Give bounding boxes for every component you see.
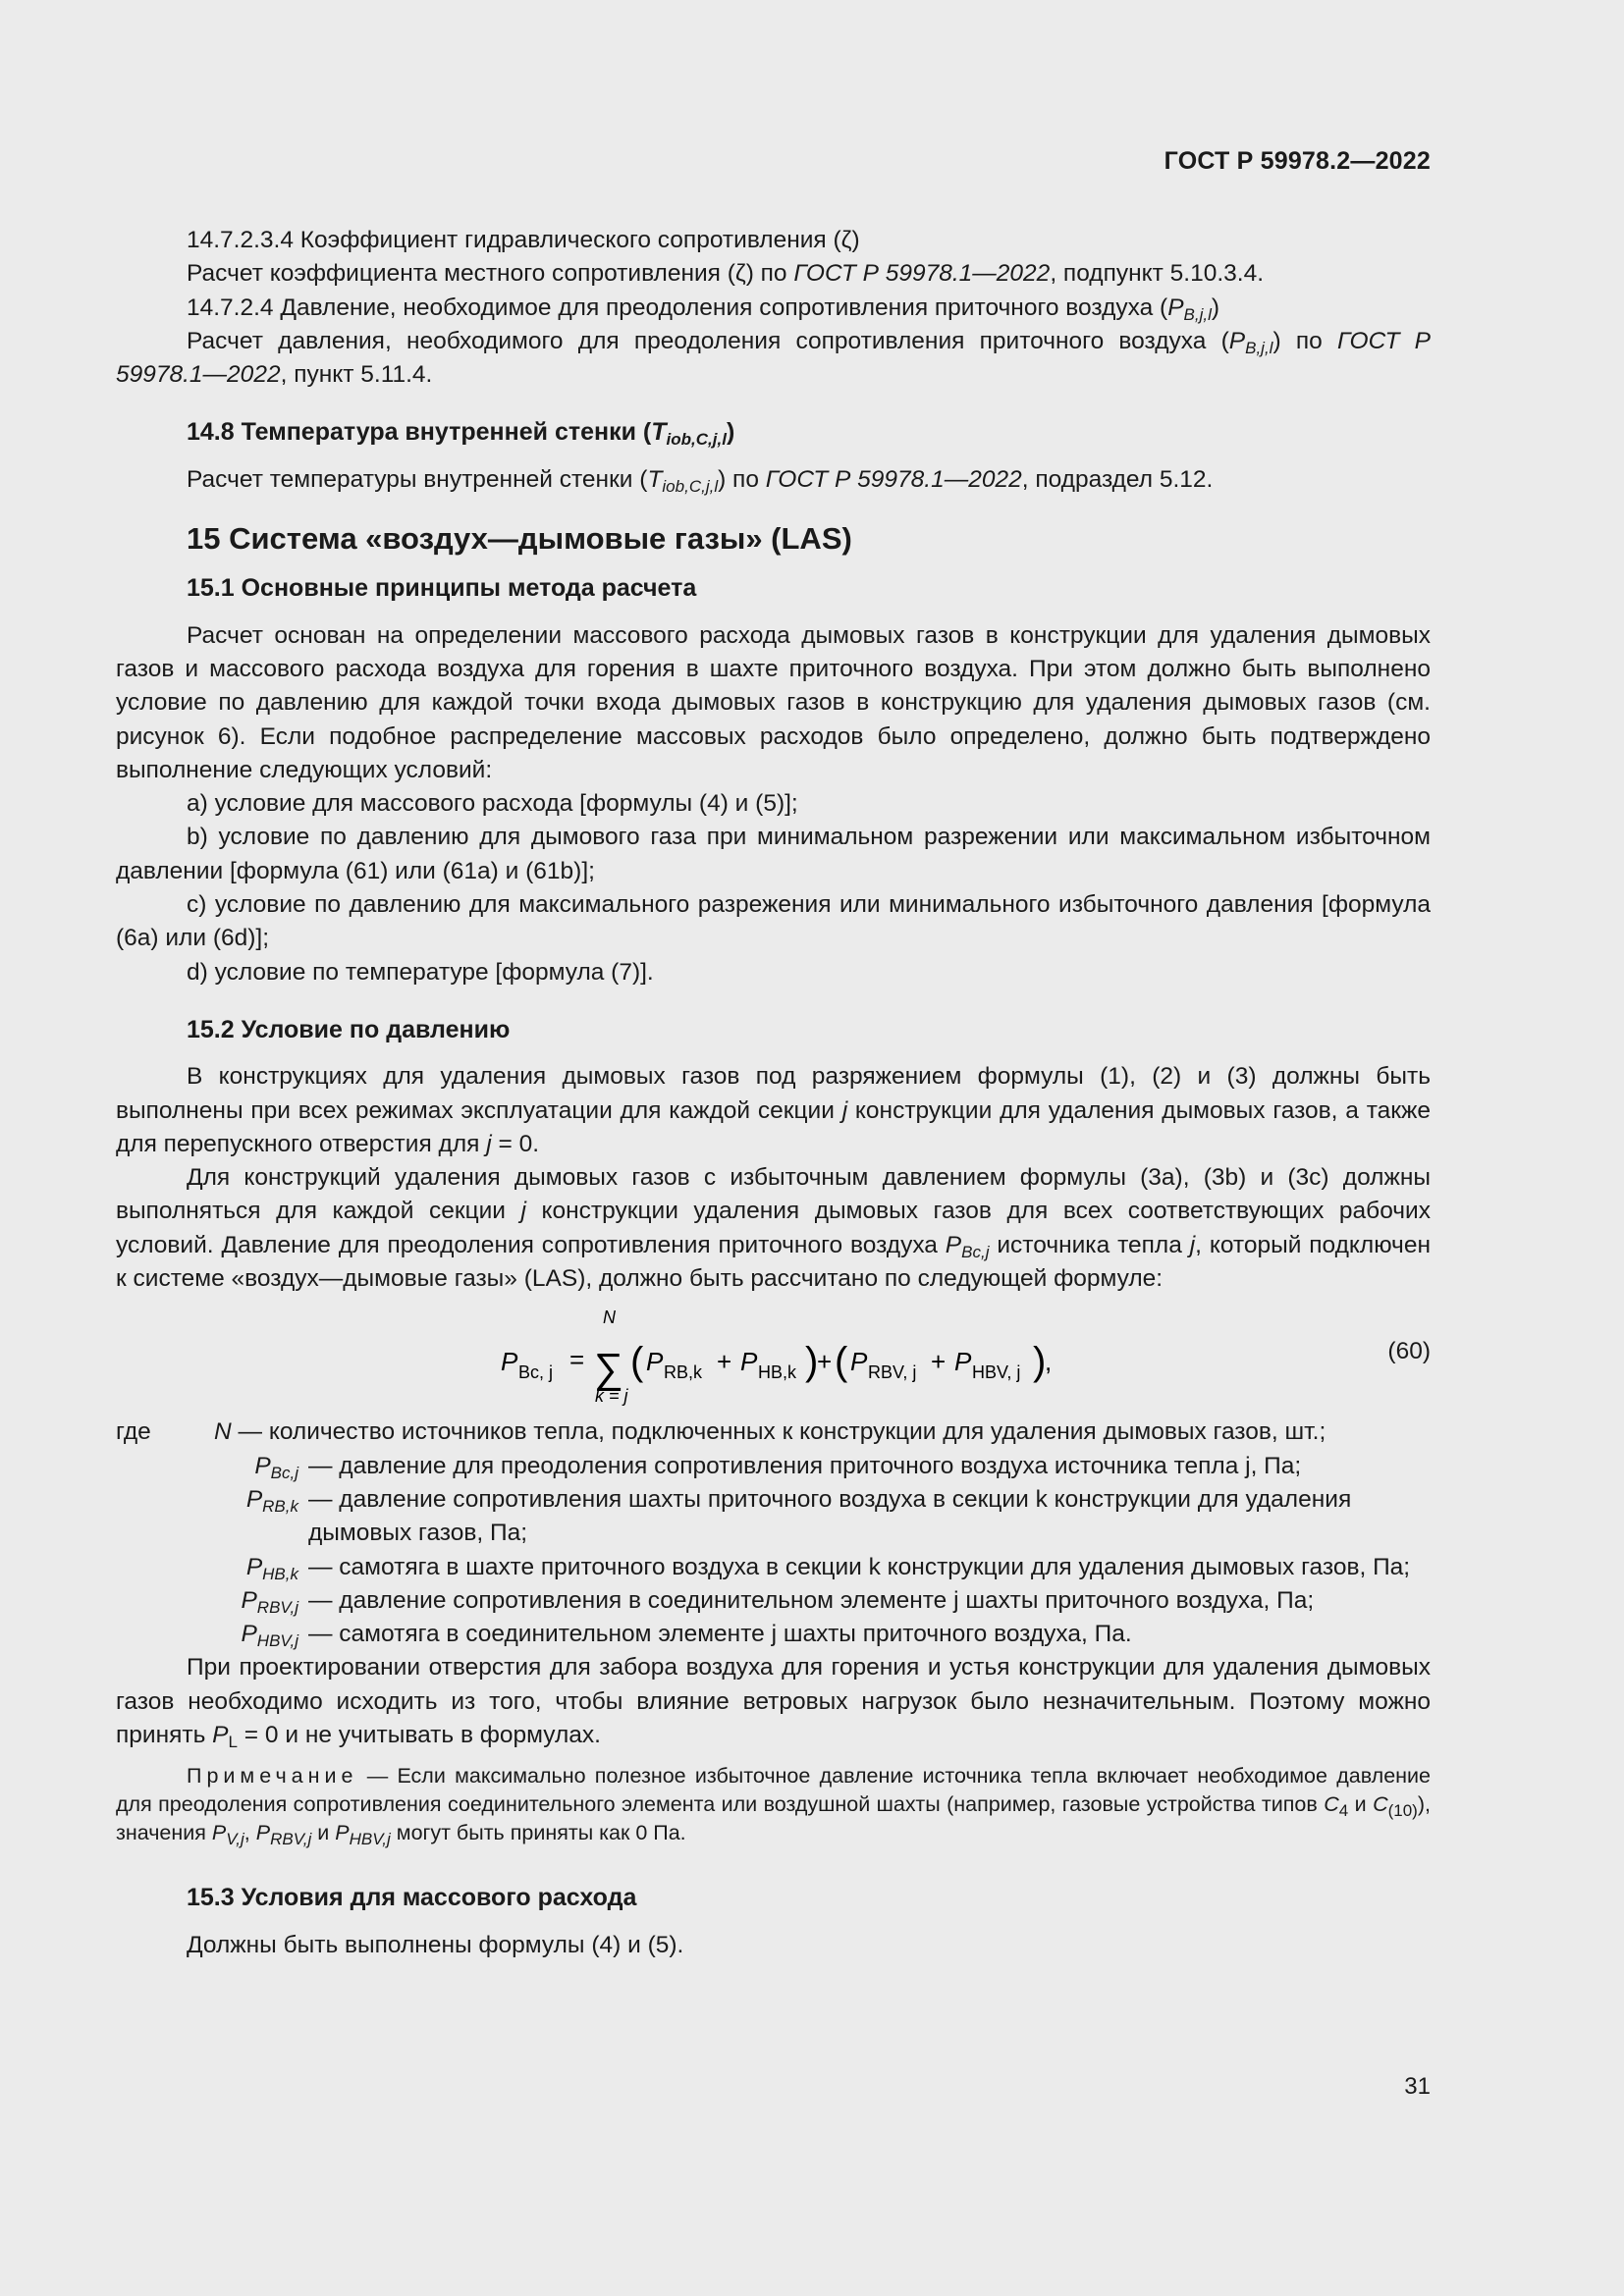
clause-text: Расчет давления, необходимого для преодоления сопротивления приточного воздуха $(P_{B,j,l})$ по ГОСТ Р 59978.1—2022, пункт 5.11.4. (116, 327, 1431, 389)
svg-text:(: ( (630, 1340, 644, 1384)
section-15-2-heading: 15.2 Условие по давлению (187, 1015, 511, 1043)
svg-text:,: , (1045, 1347, 1053, 1377)
paragraph: Для конструкций удаления дымовых газов с избыточным давлением формулы (3а), (3b) и (3c) должны выполняться для каждой секции j конструкции удаления дымовых газов для всех соответствующих рабочих условий. Давление для преодоления сопротивления приточного воздуха $P_{Bc,j}$ источника тепла j, который подключен к системе «воздух—дымовые газы» (LAS), должно быть рассчитано по следующей формуле: (116, 1164, 1431, 1293)
svg-text:): ) (805, 1340, 819, 1384)
formula-term-1-sub: RB,k (664, 1362, 703, 1383)
clause-text: Расчет температуры внутренней стенки $(T_{iob,C,j,l})$ по ГОСТ Р 59978.1—2022, подраздел 5.12. (187, 465, 1214, 496)
formula-graphic (116, 1300, 1294, 1408)
formula-upper-limit: N (603, 1308, 616, 1328)
formula-lhs-sub: Bc, j (518, 1362, 554, 1383)
formula-number: (60) (1387, 1338, 1431, 1365)
list-item: b) условие по давлению для дымового газа при минимальном разрежении или максимальном избыточном давлении [формула (61) или (61а) и (61b)]; (116, 824, 1431, 884)
svg-text:+: + (817, 1347, 833, 1377)
definitions-list (116, 1415, 1431, 1651)
page-content (116, 224, 1431, 1962)
formula-term-3-sub: RBV, j (868, 1362, 917, 1383)
formula-term-2-sub: HB,k (758, 1362, 797, 1383)
svg-text:(: ( (835, 1340, 848, 1384)
definition-item: $P_{Bc,j}$ — давление для преодоления сопротивления приточного воздуха источника тепла j, Па; (254, 1452, 1302, 1482)
definition-item: $P_{RBV,j}$ — давление сопротивления в соединительном элементе j шахты приточного воздуха, Па; (241, 1586, 1315, 1617)
formula-term-4: P (954, 1347, 972, 1377)
paragraph: В конструкциях для удаления дымовых газов под разряжением формулы (1), (2) и (3) должны быть выполнены при всех режимах эксплуатации для каждой секции j конструкции для удаления дымовых газов, а также для перепускного отверстия для j = 0. (116, 1063, 1431, 1157)
paragraph: Расчет основан на определении массового расхода дымовых газов в конструкции для удаления дымовых газов и массового расхода воздуха для горения в шахте приточного воздуха. При этом должно быть выполнено условие по давлению для каждой точки входа дымовых газов в конструкцию для удаления дымовых газов (см. рисунок 6). Если подобное распределение массовых расходов было определено, должно быть подтверждено выполнение следующих условий: (116, 621, 1431, 783)
document-code: ГОСТ Р 59978.2—2022 (1164, 147, 1431, 175)
clause-14-7-2-4: 14.7.2.4 Давление, необходимое для преодоления сопротивления приточного воздуха $(P_{B,j,l})$ (187, 294, 1220, 324)
formula-lhs: P (501, 1347, 518, 1377)
formula-term-1: P (646, 1347, 664, 1377)
formula-term-4-sub: HBV, j (972, 1362, 1021, 1383)
section-15-3-heading: 15.3 Условия для массового расхода (187, 1884, 637, 1912)
definition-item: $P_{HBV,j}$ — самотяга в соединительном элементе j шахты приточного воздуха, Па. (241, 1621, 1132, 1651)
page-number: 31 (1404, 2073, 1431, 2100)
sum-symbol: ∑ (594, 1345, 623, 1392)
section-15-1-heading: 15.1 Основные принципы метода расчета (187, 574, 697, 603)
clause-text: Расчет коэффициента местного сопротивления (ζ) по ГОСТ Р 59978.1—2022, подпункт 5.10.3.4. (187, 260, 1265, 288)
definition-item: $P_{RB,k}$ — давление сопротивления шахты приточного воздуха в секции k конструкции для удаления дымовых газов, Па; (245, 1485, 1352, 1547)
formula-term-3: P (850, 1347, 868, 1377)
paragraph: Должны быть выполнены формулы (4) и (5). (187, 1931, 684, 1958)
paragraph: При проектировании отверстия для забора воздуха для горения и устья конструкции для удаления дымовых газов необходимо исходить из того, чтобы влияние ветровых нагрузок было незначительным. Поэтому можно принять $P_L = 0$ и не учитывать в формулах. (116, 1654, 1431, 1751)
formula-60 (116, 1300, 1431, 1408)
section-14-8-heading: 14.8 Температура внутренней стенки $(T_{iob,C,j,l})$ (187, 418, 735, 450)
formula-lower-limit: k = j (595, 1386, 628, 1407)
list-item: d) условие по температуре [формула (7)]. (187, 958, 654, 986)
note-label: Примечание (187, 1764, 358, 1789)
note: Примечание — Если максимально полезное избыточное давление источника тепла включает необходимое давление для преодоления сопротивления соединительного элемента или воздушной шахты (например, газовые устройства типов $C_4$ и $C_{(10)}$), значения $P_{V,j}$, $P_{RBV,j}$ и $P_{HBV,j}$ могут быть приняты как 0 Па. (116, 1764, 1431, 1849)
list-item: a) условие для массового расхода [формулы (4) и (5)]; (187, 790, 798, 818)
formula-term-2: P (740, 1347, 758, 1377)
section-15-heading: 15 Система «воздух—дымовые газы» (LAS) (187, 521, 852, 557)
svg-text:+: + (931, 1347, 947, 1377)
svg-text:): ) (1033, 1340, 1047, 1384)
svg-text:=: = (569, 1345, 585, 1375)
definition-item: где N — количество источников тепла, подключенных к конструкции для удаления дымовых газов, шт.; (116, 1418, 1326, 1446)
list-item: c) условие по давлению для максимального разрежения или минимального избыточного давления [формула (6а) или (6d)]; (116, 891, 1431, 952)
clause-14-7-2-3-4: 14.7.2.3.4 Коэффициент гидравлического сопротивления (ζ) (187, 227, 860, 253)
definition-item: $P_{HB,k}$ — самотяга в шахте приточного воздуха в секции k конструкции для удаления дымовых газов, Па; (245, 1553, 1411, 1583)
svg-text:+: + (717, 1347, 732, 1377)
